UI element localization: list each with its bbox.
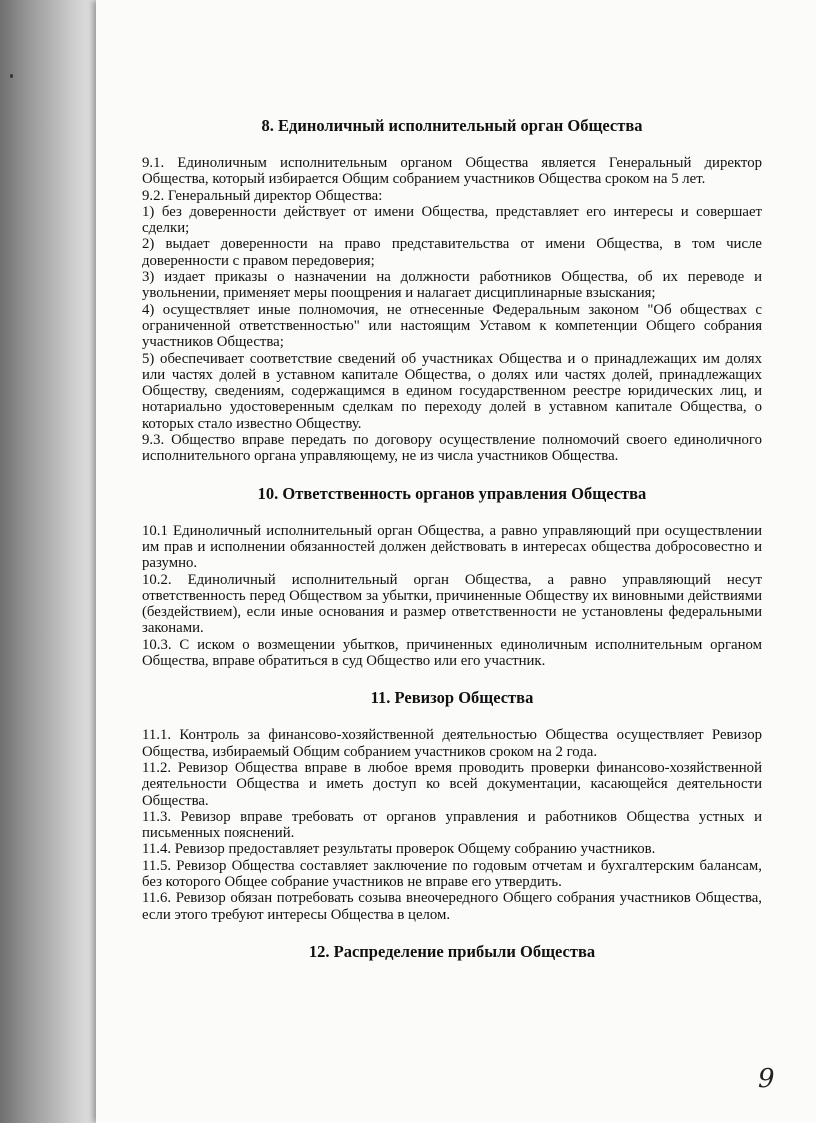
paragraph: 10.2. Единоличный исполнительный орган Общества, а равно управляющий несут ответственность перед Обществом за убытки, причиненные Обществу их виновными действиями (бездействием), если иные основания и размер ответственности не установлены федеральными законами. [142,571,762,637]
paragraph: 3) издает приказы о назначении на должности работников Общества, об их переводе и увольнении, применяет меры поощрения и налагает дисциплинарные взыскания; [142,269,762,302]
paragraph: 11.2. Ревизор Общества вправе в любое время проводить проверки финансово-хозяйственной деятельности Общества и иметь доступ ко всей документации, касающейся деятельности Общества. [142,759,762,809]
scan-edge [0,0,100,1123]
section-title: 10. Ответственность органов управления Общества [257,483,647,503]
paragraph: 11.5. Ревизор Общества составляет заключение по годовым отчетам и бухгалтерским балансам, без которого Общее собрание участников не вправе его утвердить. [142,857,762,890]
paragraph: 11.1. Контроль за финансово-хозяйственной деятельностью Общества осуществляет Ревизор Общества, избираемый Общим собранием участников сроком на 2 года. [142,727,762,760]
paragraph: 5) обеспечивает соответствие сведений об участниках Общества и о принадлежащих им долях или частях долей в уставном капитале Общества, о долях или частях долей, принадлежащих Обществу, сведениям, содержащимся в едином государственном реестре юридических лиц, и нотариально удостоверенным сделкам по переходу долей в уставном капитале Общества, о которых стало известно Обществу. [142,350,762,432]
paragraph: 9.1. Единоличным исполнительным органом Общества является Генеральный директор Общества, который избирается Общим собранием участников Общества сроком на 5 лет. [142,155,762,188]
paragraph: 2) выдает доверенности на право представительства от имени Общества, в том числе доверенности с правом передоверия; [142,236,762,269]
section-11 [142,688,762,923]
paragraph: 1) без доверенности действует от имени Общества, представляет его интересы и совершает сделки; [142,203,762,237]
paragraph: 9.3. Общество вправе передать по договору осуществление полномочий своего единоличного исполнительного органа управляющему, не из числа участников Общества. [142,432,762,465]
section-8 [142,116,762,465]
section-title: 11. Ревизор Общества [370,688,534,708]
section-title: 12. Распределение прибыли Общества [308,941,596,961]
paragraph: 11.4. Ревизор предоставляет результаты проверок Общему собранию участников. [142,841,656,858]
document-content [142,116,762,981]
paragraph: 10.3. С иском о возмещении убытков, причиненных единоличным исполнительным органом Общества, вправе обратиться в суд Общество или его участник. [142,636,762,670]
paragraph: 11.6. Ревизор обязан потребовать созыва внеочередного Общего собрания участников Общества, если этого требуют интересы Общества в целом. [142,890,762,923]
page-number: 9 [758,1064,775,1094]
section-12 [142,942,762,962]
paragraph: 10.1 Единоличный исполнительный орган Общества, а равно управляющий при осуществлении им прав и исполнении обязанностей должен действовать в интересах общества добросовестно и разумно. [142,522,762,572]
section-10 [142,484,762,670]
paragraph: 11.3. Ревизор вправе требовать от органов управления и работников Общества устных и письменных пояснений. [142,808,762,842]
scan-speck [10,74,13,78]
paragraph: 4) осуществляет иные полномочия, не отнесенные Федеральным законом "Об обществах с ограниченной ответственностью" или настоящим Уставом к компетенции Общего собрания участников Общества; [142,301,762,351]
paragraph: 9.2. Генеральный директор Общества: [142,187,383,204]
section-title: 8. Единоличный исполнительный орган Общества [261,116,643,135]
